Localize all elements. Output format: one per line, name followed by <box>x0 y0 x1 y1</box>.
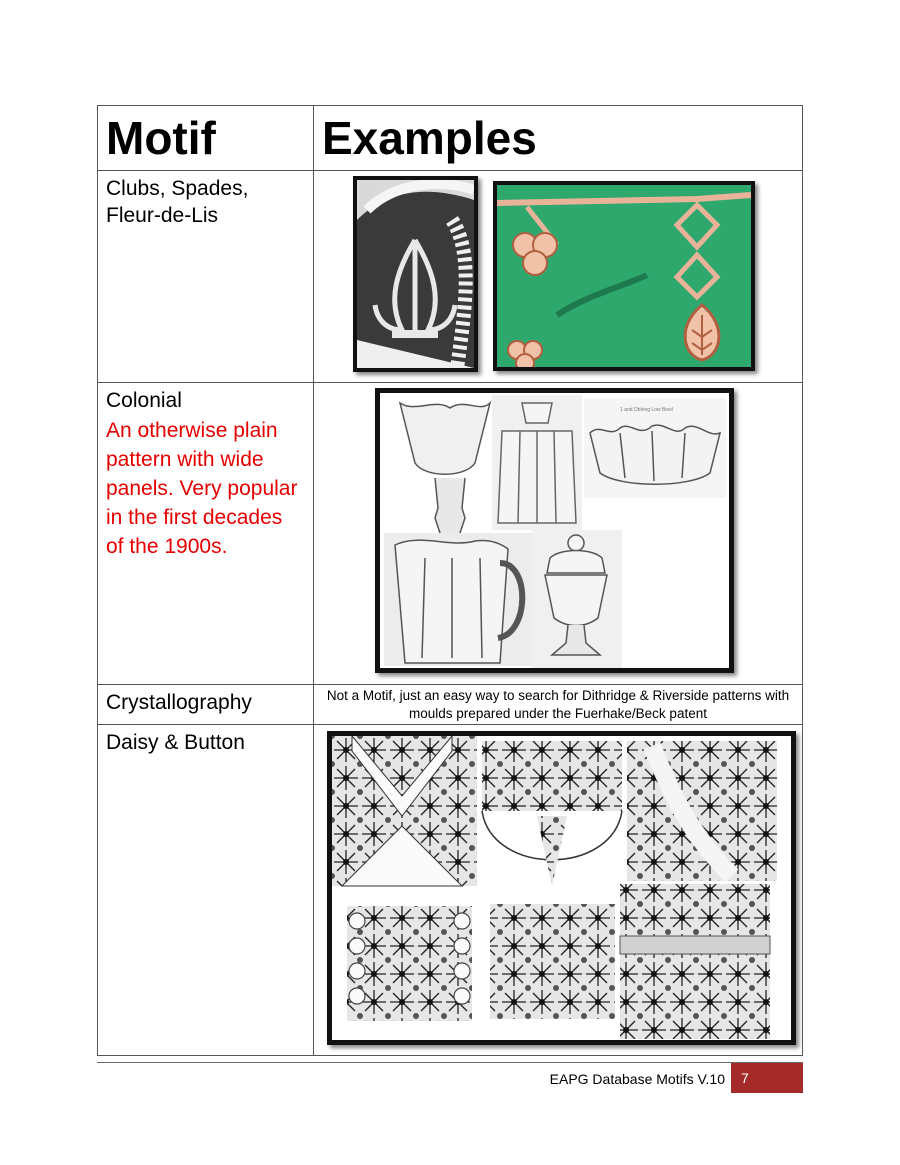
daisy-button-glass-image <box>327 731 796 1045</box>
table-header-row <box>98 106 803 171</box>
colonial-glass-image <box>375 388 734 673</box>
page-number: 7 <box>731 1063 803 1093</box>
motif-description: An otherwise plain pattern with wide panels. Very popular in the first decades of the 1900s. <box>106 419 298 558</box>
green-glass-drawing <box>497 185 751 367</box>
table-row <box>98 383 803 685</box>
fleur-de-lis-drawing <box>357 180 474 368</box>
motif-name: Daisy & Button <box>106 731 245 754</box>
green-glass-image <box>493 181 755 371</box>
motif-name: Clubs, Spades, Fleur-de-Lis <box>106 177 249 227</box>
table-row <box>98 725 803 1056</box>
motif-cell <box>98 171 314 383</box>
catalog-caption: 1 and Oblong Low Bowl <box>620 407 673 413</box>
table-row <box>98 685 803 725</box>
colonial-glassware-drawing <box>380 393 729 668</box>
table-row <box>98 171 803 383</box>
daisy-button-drawing <box>332 736 791 1040</box>
examples-column-header: Examples <box>314 106 803 171</box>
motif-cell <box>98 383 314 685</box>
fleur-de-lis-glass-image <box>353 176 478 372</box>
motif-cell <box>98 685 314 725</box>
motif-cell <box>98 725 314 1056</box>
examples-cell <box>314 383 803 685</box>
examples-cell <box>314 171 803 383</box>
motif-name: Crystallography <box>106 691 252 714</box>
motif-name: Colonial <box>106 389 182 412</box>
motif-table <box>97 105 803 1056</box>
motif-column-header: Motif <box>98 106 314 171</box>
footer-title: EAPG Database Motifs V.10 <box>549 1071 725 1087</box>
footer-rule <box>97 1062 803 1063</box>
crystallography-note: Not a Motif, just an easy way to search for Dithridge & Riverside patterns with moulds prepared under the Fuerhake/Beck patent <box>326 688 790 721</box>
examples-cell <box>314 725 803 1056</box>
examples-cell <box>314 685 803 725</box>
